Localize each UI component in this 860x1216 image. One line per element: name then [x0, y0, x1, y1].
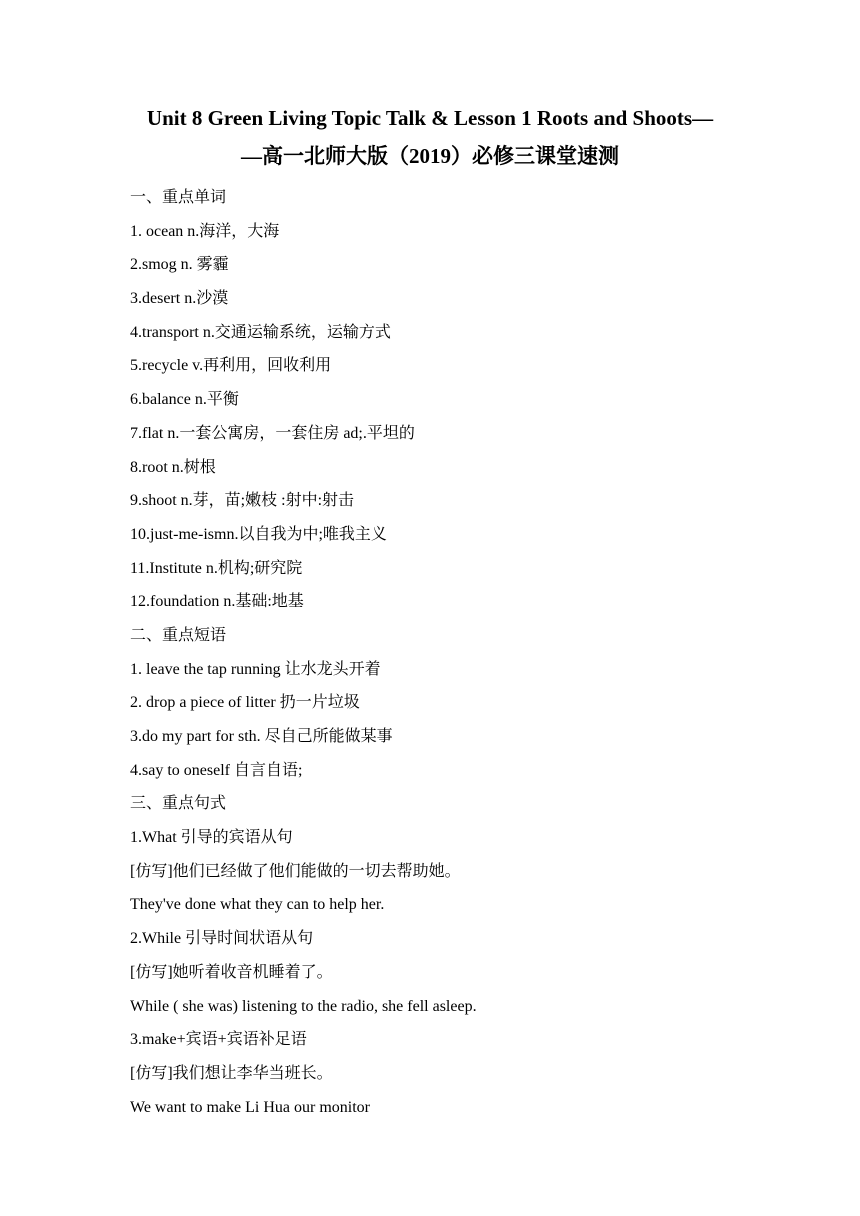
- sentence-answer: They've done what they can to help her.: [130, 896, 385, 914]
- word-item: 12.foundation n.基础:地基: [130, 593, 304, 611]
- word-item: 2.smog n. 雾霾: [130, 256, 229, 274]
- sentence-answer: While ( she was) listening to the radio, she fell asleep.: [130, 997, 477, 1015]
- section-heading-words: 一、重点单词: [130, 189, 227, 206]
- word-item: 3.desert n.沙漠: [130, 290, 229, 308]
- phrase-item: 4.say to oneself 自言自语;: [130, 761, 303, 779]
- word-item: 7.flat n.一套公寓房，一套住房 ad;.平坦的: [130, 424, 415, 442]
- phrase-item: 3.do my part for sth. 尽自己所能做某事: [130, 728, 393, 745]
- document-body: [130, 181, 770, 1124]
- word-item: 9.shoot n.芽，苗;嫩枝 :射中:射击: [130, 492, 355, 510]
- sentence-prompt: [仿写]她听着收音机睡着了。: [130, 963, 333, 981]
- word-item: 11.Institute n.机构;研究院: [130, 559, 303, 577]
- word-item: 10.just-me-ismn.以自我为中;唯我主义: [130, 525, 387, 543]
- word-item: 1. ocean n.海洋，大海: [130, 222, 280, 240]
- phrase-item: 1. leave the tap running 让水龙头开着: [130, 660, 381, 678]
- word-item: 6.balance n.平衡: [130, 391, 239, 409]
- document-title-line-2: —高一北师大版（2019）必修三课堂速测: [241, 144, 619, 168]
- sentence-pattern: 3.make+宾语+宾语补足语: [130, 1031, 307, 1049]
- sentence-prompt: [仿写]他们已经做了他们能做的一切去帮助她。: [130, 862, 461, 880]
- sentence-prompt: [仿写]我们想让李华当班长。: [130, 1064, 333, 1082]
- word-item: 8.root n.树根: [130, 458, 216, 476]
- phrase-item: 2. drop a piece of litter 扔一片垃圾: [130, 694, 360, 712]
- section-heading-phrases: 二、重点短语: [130, 626, 227, 644]
- word-item: 5.recycle v.再利用，回收利用: [130, 357, 332, 375]
- sentence-pattern: 2.While 引导时间状语从句: [130, 930, 314, 948]
- section-heading-sentences: 三、重点句式: [130, 795, 227, 813]
- sentence-answer: We want to make Li Hua our monitor: [130, 1098, 370, 1116]
- word-item: 4.transport n.交通运输系统，运输方式: [130, 323, 391, 341]
- sentence-pattern: 1.What 引导的宾语从句: [130, 829, 293, 847]
- document-title-line-1: Unit 8 Green Living Topic Talk & Lesson 1 Roots and Shoots—: [146, 106, 714, 130]
